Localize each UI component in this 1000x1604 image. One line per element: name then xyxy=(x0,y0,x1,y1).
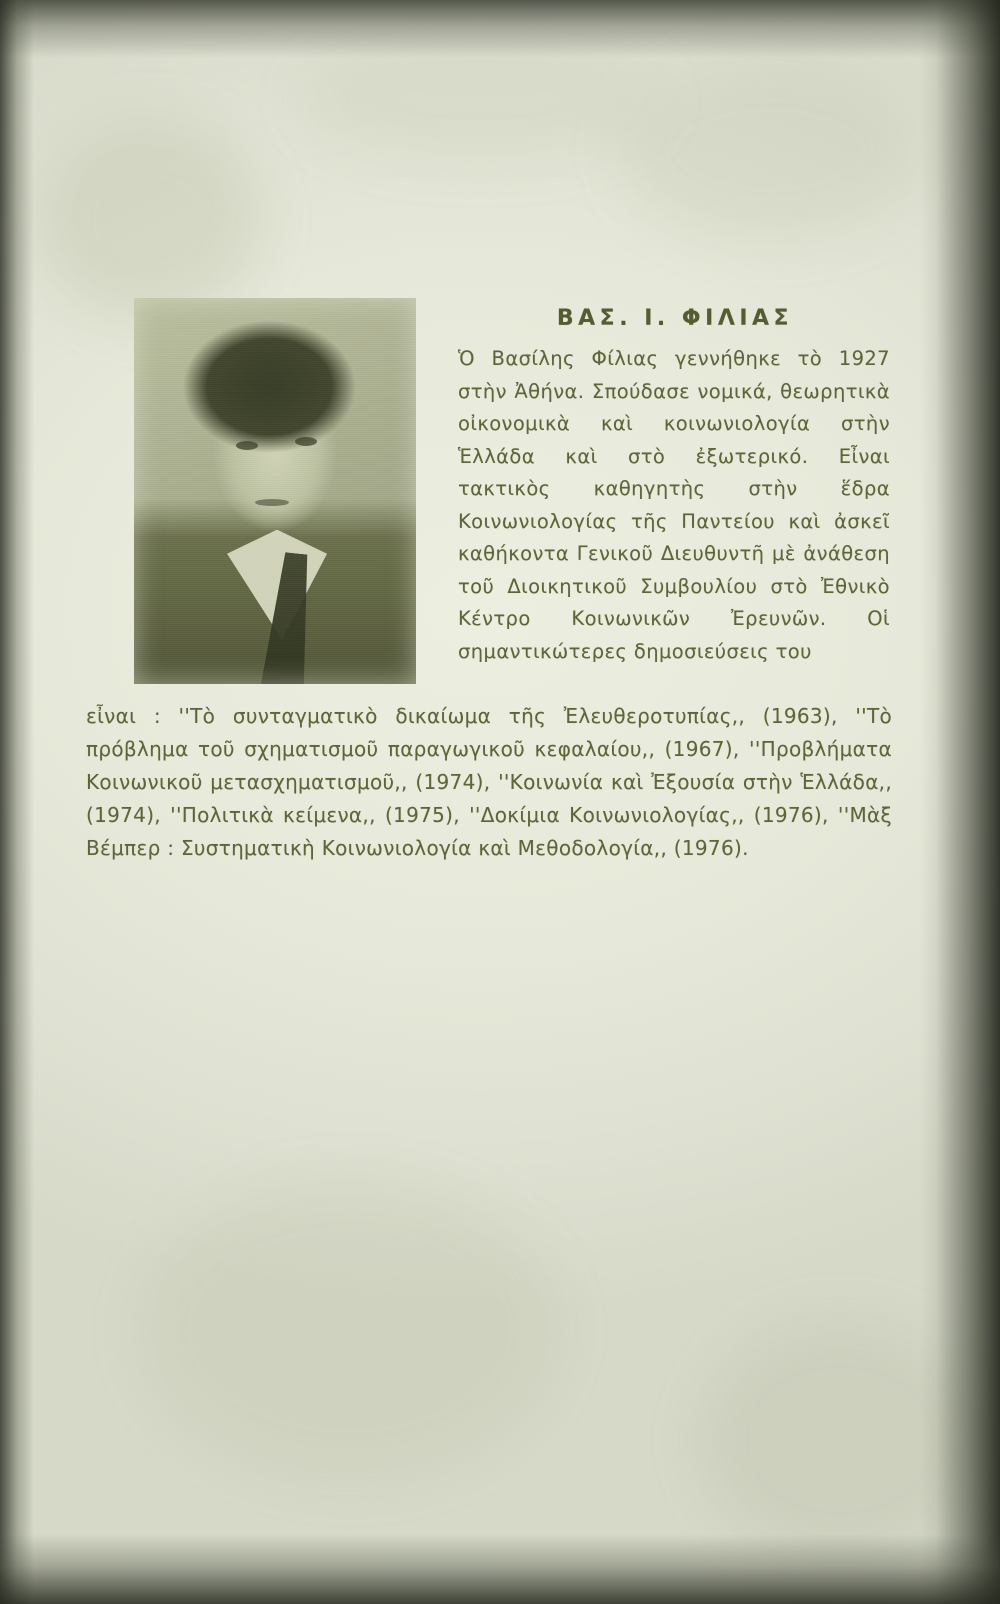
paper-stain xyxy=(300,40,660,160)
author-portrait xyxy=(134,298,416,684)
page-bottom-shadow xyxy=(0,1534,1000,1604)
author-bio-paragraph: Ὁ Βασίλης Φίλιας γεννήθηκε τὸ 1927 στὴν Ἀθήνα. Σπούδασε νομικά, θεωρητικὰ οἰκονομικὰ καὶ κοινωνιολογία στὴν Ἑλλάδα καὶ στὸ ἐξωτερικό. Εἶναι τακτικὸς καθηγητὴς στὴν ἕδρα Κοινωνιολογίας τῆς Παντείου καὶ ἀσκεῖ καθήκοντα Γενικοῦ Διευθυντῆ μὲ ἀνάθεση τοῦ Διοικητικοῦ Συμβουλίου στὸ Ἐθνικὸ Κέντρο Κοινωνικῶν Ἐρευνῶν. Οἱ σημαντικώτερες δημοσιεύσεις του xyxy=(458,347,890,663)
author-publications-paragraph: εἶναι : ''Τὸ συνταγματικὸ δικαίωμα τῆς Ἐλευθεροτυπίας,, (1963), ''Τὸ πρόβλημα τοῦ σχηματισμοῦ παραγωγικοῦ κεφαλαίου,, (1967), ''Προβλήματα Κοινωνικοῦ μετασχηματισμοῦ,, (1974), ''Κοινωνία καὶ Ἐξουσία στὴν Ἑλλάδα,, (1974), ''Πολιτικὰ κείμενα,, (1975), ''Δοκίμια Κοινωνιολογίας,, (1976), ''Μὰξ Βέμπερ : Συστηματικὴ Κοινωνιολογία καὶ Μεθοδολογία,, (1976). xyxy=(86,704,892,860)
page-right-shadow xyxy=(920,0,1000,1604)
halftone-grain xyxy=(134,298,416,684)
paper-stain xyxy=(140,1180,560,1480)
author-name-heading: ΒΑΣ. Ι. ΦΙΛΙΑΣ xyxy=(556,306,794,331)
paper-stain xyxy=(620,60,920,240)
paper-stain xyxy=(40,120,260,320)
page-top-shadow xyxy=(0,0,1000,58)
paper-stain xyxy=(700,1320,980,1560)
page-left-shadow xyxy=(0,0,34,1604)
author-text-column xyxy=(458,306,890,668)
author-portrait-image xyxy=(134,298,416,684)
